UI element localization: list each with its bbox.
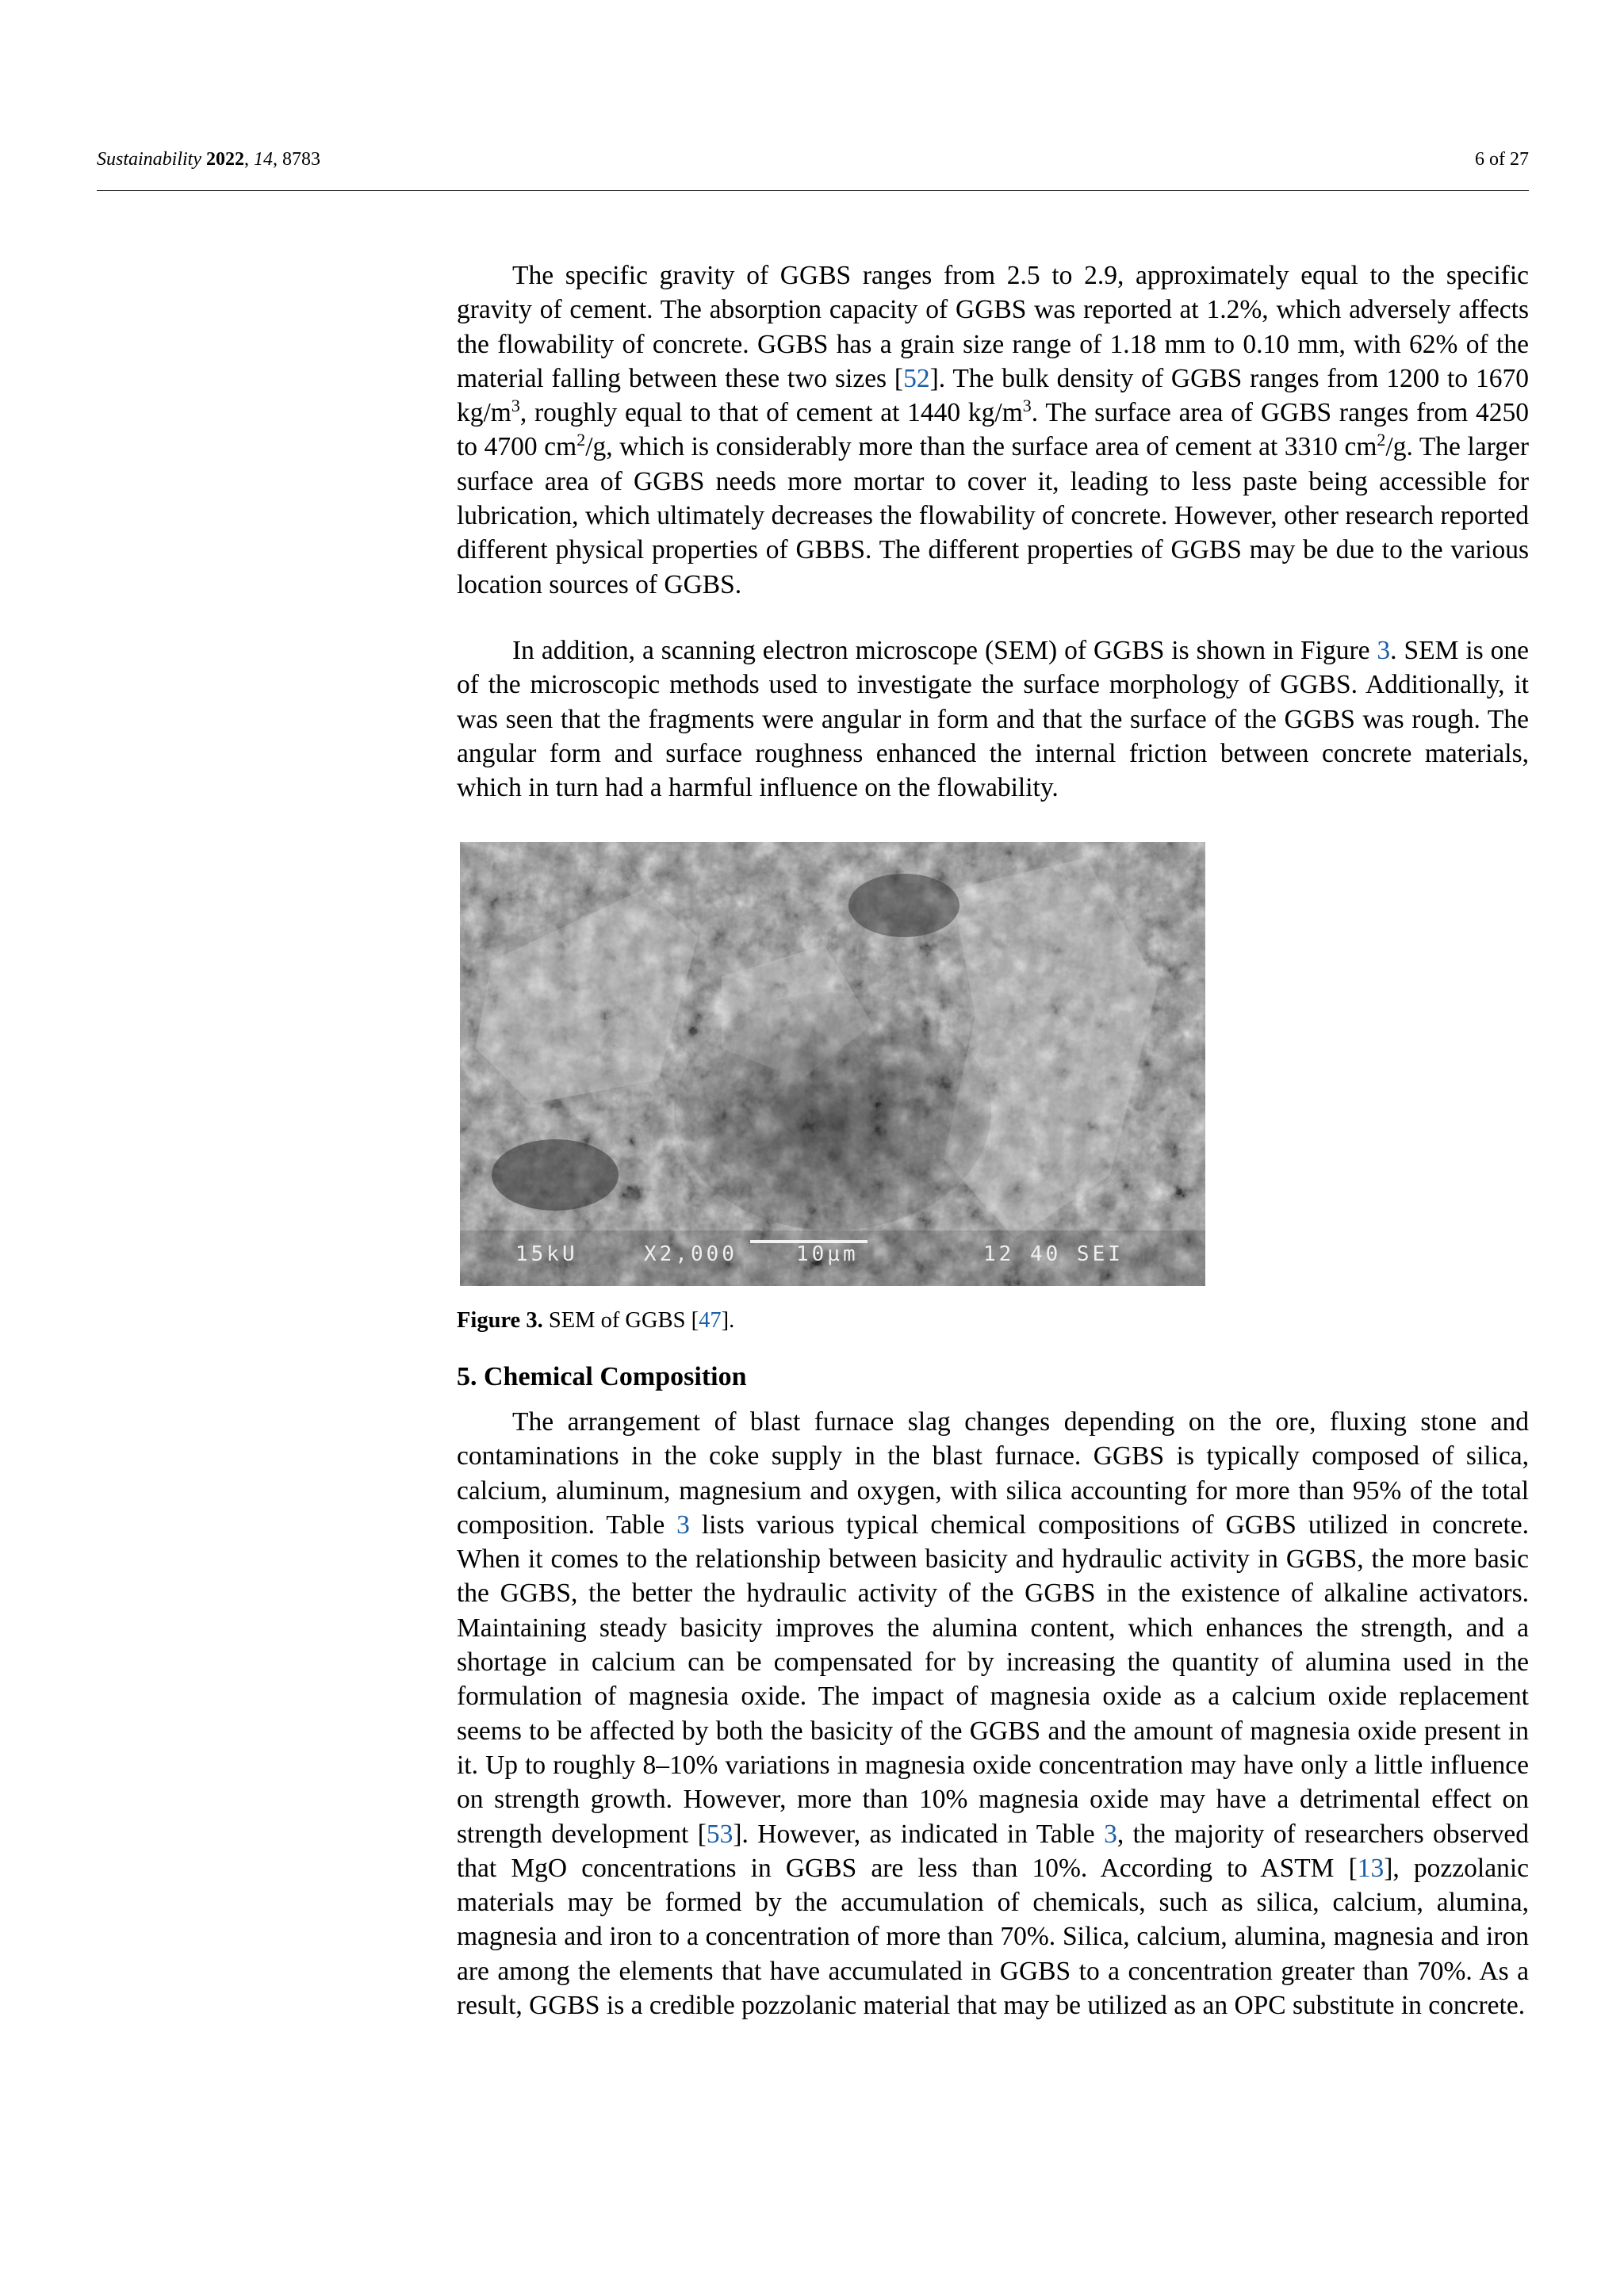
citation-link-47[interactable]: 47	[699, 1308, 722, 1333]
sem-info-label: 12 40 SEI	[983, 1242, 1124, 1266]
sem-micrograph	[460, 842, 1205, 1286]
journal-volume: 14	[254, 149, 273, 170]
caption-label: Figure 3.	[457, 1308, 543, 1333]
citation-link-53[interactable]: 53	[706, 1819, 733, 1849]
citation-link-13[interactable]: 13	[1357, 1853, 1385, 1883]
figure-link-3[interactable]: 3	[1377, 636, 1391, 665]
paragraph-sem-description: In addition, a scanning electron microscope (SEM) of GGBS is shown in Figure 3. SEM is one of the microscopic methods used to investigate the surface morphology of GGBS. Additionally, it was seen that the fragments were angular in form and that the surface of the GGBS was rough. The angular form and surface roughness enhanced the internal friction between concrete materials, which in turn had a harmful influence on the flowability.	[457, 636, 1529, 803]
table-link-3[interactable]: 3	[676, 1510, 690, 1540]
pore-left	[492, 1139, 619, 1211]
citation-link-52[interactable]: 52	[903, 363, 930, 393]
sem-voltage-label: 15kU	[515, 1242, 578, 1266]
header-rule	[97, 190, 1529, 191]
journal-year: 2022	[206, 149, 244, 170]
journal-citation: Sustainability 2022, 14, 8783	[97, 149, 320, 170]
paragraph-physical-properties: The specific gravity of GGBS ranges from 2.5 to 2.9, approximately equal to the specific gravity of cement. The absorption capacity of GGBS was reported at 1.2%, which adversely affects the flowability of concrete. GGBS has a grain size range of 1.18 mm to 0.10 mm, with 62% of the material falling between these two sizes [52]. The bulk density of GGBS ranges from 1200 to 1670 $kg/m^3$, roughly equal to that of cement at 1440 $kg/m^3$. The surface area of GGBS ranges from 4250 to 4700 $cm^2/g$, which is considerably more than the surface area of cement at 3310 $cm^2/g$. The larger surface area of GGBS needs more mortar to cover it, leading to less paste being accessible for lubrication, which ultimately decreases the flowability of concrete. However, other research reported different physical properties of GBBS. The different properties of GGBS may be due to the various location sources of GGBS.	[457, 261, 1529, 599]
section-heading: 5. Chemical Composition	[457, 1362, 747, 1391]
page-number: 6 of 27	[1475, 149, 1529, 170]
sem-scale-length-label: 10μm	[796, 1242, 859, 1266]
article-number: 8783	[282, 149, 320, 170]
sem-magnification-label: X2,000	[644, 1242, 737, 1266]
page-header	[97, 149, 1529, 181]
paragraph-chemical-composition: The arrangement of blast furnace slag changes depending on the ore, fluxing stone and contaminations in the coke supply in the blast furnace. GGBS is typically composed of silica, calcium, aluminum, magnesium and oxygen, with silica accounting for more than 95% of the total composition. Table 3 lists various typical chemical compositions of GGBS utilized in concrete. When it comes to the relationship between basicity and hydraulic activity in GGBS, the more basic the GGBS, the better the hydraulic activity of the GGBS in the existence of alkaline activators. Maintaining steady basicity improves the alumina content, which enhances the strength, and a shortage in calcium can be compensated for by increasing the quantity of alumina used in the formulation of magnesia oxide. The impact of magnesia oxide as a calcium oxide replacement seems to be affected by both the basicity of the GGBS and the amount of magnesia oxide present in it. Up to roughly 8–10% variations in magnesia oxide concentration may have only a little influence on strength growth. However, more than 10% magnesia oxide may have a detrimental effect on strength development [53]. However, as indicated in Table 3, the majority of researchers observed that MgO concentrations in GGBS are less than 10%. According to ASTM [13], pozzolanic materials may be formed by the accumulation of chemicals, such as silica, calcium, alumina, magnesia and iron to a concentration of more than 70%. Silica, calcium, alumina, magnesia and iron are among the elements that have accumulated in GGBS to a concentration greater than 70%. As a result, GGBS is a credible pozzolanic material that may be utilized as an OPC substitute in concrete.	[457, 1407, 1529, 2021]
pore-right	[848, 874, 959, 937]
figure-caption: Figure 3. SEM of GGBS [47].	[457, 1308, 735, 1333]
journal-name: Sustainability	[97, 149, 201, 170]
cavity-shadow	[674, 993, 991, 1230]
table-link-3-second[interactable]: 3	[1104, 1819, 1117, 1849]
